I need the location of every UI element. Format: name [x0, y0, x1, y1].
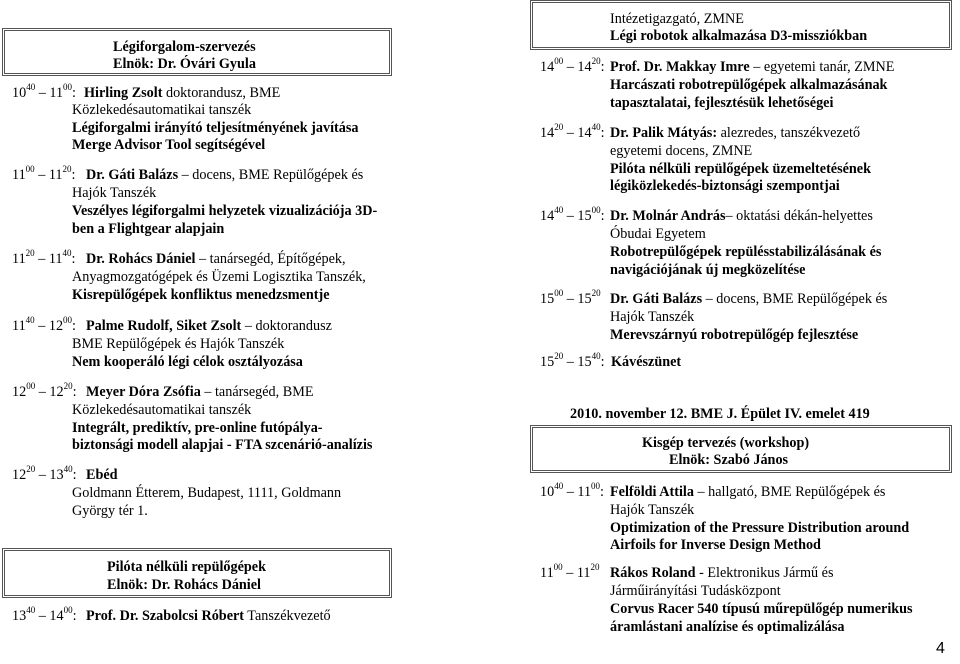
venue-line: György tér 1.: [72, 503, 148, 519]
talk-speaker-line: Dr. Rohács Dániel – tanársegéd, Építőgépek,: [86, 251, 346, 267]
talk-title: ben a Flightgear alapjain: [72, 221, 225, 237]
speaker-affiliation: Óbudai Egyetem: [610, 226, 706, 242]
speaker-name: Prof. Dr. Szabolcsi Róbert: [86, 608, 245, 624]
location-line: 2010. november 12. BME J. Épület IV. emelet 419: [570, 406, 870, 422]
talk-speaker-line: [84, 85, 280, 103]
talk-time: $14^{00} - 14^{20}$:: [540, 56, 605, 75]
break-label: Kávészünet: [611, 354, 682, 370]
speaker-affiliation: Hajók Tanszék: [610, 502, 695, 518]
talk-time: $15^{00} - 15^{20}$: [540, 288, 601, 307]
talk-time: $11^{00} - 11^{20}$: [540, 562, 600, 581]
talk-title: biztonsági modell alapjai - FTA szcenárió-analízis: [72, 437, 373, 453]
speaker-affiliation: BME Repülőgépek és Hajók Tanszék: [72, 336, 285, 352]
talk-speaker-line: Dr. Molnár András– oktatási dékán-helyettes: [610, 208, 873, 224]
talk-title: navigációjának új megközelítése: [610, 262, 806, 278]
talk-time: $12^{00} - 12^{20}$:: [12, 381, 77, 400]
speaker-name: Meyer Dóra Zsófia: [86, 384, 201, 400]
speaker-affiliation: Járműirányítási Tudásközpont: [610, 583, 781, 599]
speaker-name: Felföldi Attila: [610, 484, 694, 500]
talk-title: tapasztalatai, fejlesztésük lehetőségei: [610, 95, 834, 111]
talk-title: Légiforgalmi irányító teljesítményének javítása: [72, 120, 359, 136]
session-title: Kisgép tervezés (workshop): [642, 435, 810, 451]
venue-line: Goldmann Étterem, Budapest, 1111, Goldmann: [72, 485, 342, 501]
talk-title: Optimization of the Pressure Distribution around: [610, 520, 910, 536]
speaker-role: doktorandusz, BME: [162, 85, 281, 101]
session-title: Légiforgalom-szervezés: [113, 39, 256, 55]
speaker-name: Hirling Zsolt: [84, 85, 163, 101]
speaker-affiliation: Közlekedésautomatikai tanszék: [72, 102, 252, 118]
speaker-name: Dr. Rohács Dániel: [86, 251, 196, 267]
talk-title: Kisrepülőgépek konfliktus menedzsmentje: [72, 287, 330, 303]
speaker-name: Prof. Dr. Makkay Imre: [610, 59, 750, 75]
talk-time: $14^{40} - 15^{00}$:: [540, 205, 605, 224]
speaker-affiliation: Hajók Tanszék: [72, 185, 157, 201]
session-header-box-3: [530, 425, 952, 473]
talk-title: Merevszárnyú robotrepülőgép fejlesztése: [610, 327, 859, 343]
talk-speaker-line: Dr. Gáti Balázs – docens, BME Repülőgépek és: [610, 291, 888, 307]
talk-title: Corvus Racer 540 típusú műrepülőgép numerikus: [610, 601, 913, 617]
affiliation-line: Intézetigazgató, ZMNE: [610, 11, 744, 27]
talk-speaker-line: Dr. Palik Mátyás: alezredes, tanszékvezető: [610, 125, 861, 141]
speaker-name: Dr. Gáti Balázs: [610, 291, 703, 307]
speaker-affiliation: Hajók Tanszék: [610, 309, 695, 325]
talk-speaker-line: Meyer Dóra Zsófia – tanársegéd, BME: [86, 384, 314, 400]
talk-title: Integrált, prediktív, pre-online futópálya-: [72, 420, 323, 436]
talk-time: $11^{40} - 12^{00}$:: [12, 315, 76, 334]
speaker-name: Dr. Gáti Balázs: [86, 167, 179, 183]
talk-title: Veszélyes légiforgalmi helyzetek vizualizációja 3D-: [72, 203, 378, 219]
talk-speaker-line: Prof. Dr. Szabolcsi Róbert Tanszékvezető: [86, 608, 331, 624]
talk-time: $10^{40} - 11^{00}$:: [540, 481, 604, 500]
talk-speaker-line: Dr. Gáti Balázs – docens, BME Repülőgépek és: [86, 167, 364, 183]
talk-title: Nem kooperáló légi célok osztályozása: [72, 354, 303, 370]
talk-title: Airfoils for Inverse Design Method: [610, 537, 821, 553]
talk-speaker-line: Rákos Roland - Elektronikus Jármű és: [610, 565, 834, 581]
speaker-name: Rákos Roland: [610, 565, 696, 581]
speaker-affiliation: egyetemi docens, ZMNE: [610, 143, 753, 159]
speaker-name: Dr. Palik Mátyás:: [610, 125, 718, 141]
talk-title: légiközlekedés-biztonsági szempontjai: [610, 178, 840, 194]
talk-time: $14^{20} - 14^{40}$:: [540, 122, 605, 141]
speaker-affiliation: Anyagmozgatógépek és Üzemi Logisztika Tanszék,: [72, 269, 366, 285]
talk-speaker-line: Felföldi Attila – hallgató, BME Repülőgépek és: [610, 484, 886, 500]
talk-time: $13^{40} - 14^{00}$:: [12, 605, 77, 624]
session-chair: Elnök: Dr. Rohács Dániel: [107, 577, 261, 593]
speaker-name: Palme Rudolf, Siket Zsolt: [86, 318, 242, 334]
talk-time: $15^{20} - 15^{40}$:: [540, 351, 605, 370]
talk-title: áramlástani analízise és optimalizálása: [610, 619, 845, 635]
talk-time: $10^{40} - 11^{00}$:: [12, 82, 76, 101]
talk-title: Merge Advisor Tool segítségével: [72, 137, 266, 153]
talk-title: Légi robotok alkalmazása D3-missziókban: [610, 28, 868, 44]
talk-title: Pilóta nélküli repülőgépek üzemeltetésének: [610, 161, 871, 177]
speaker-affiliation: Közlekedésautomatikai tanszék: [72, 402, 252, 418]
session-header-box-2: [2, 548, 392, 598]
talk-title: Harcászati robotrepülőgépek alkalmazásának: [610, 77, 888, 93]
talk-speaker-line: Prof. Dr. Makkay Imre – egyetemi tanár, ZMNE: [610, 59, 895, 75]
continuation-box: [530, 0, 952, 50]
talk-time: $12^{20} - 13^{40}$:: [12, 464, 77, 483]
session-title: Pilóta nélküli repülőgépek: [107, 559, 266, 575]
talk-time: $11^{00} - 11^{20}$:: [12, 164, 76, 183]
talk-title: Robotrepülőgépek repülésstabilizálásának és: [610, 244, 882, 260]
talk-speaker-line: Palme Rudolf, Siket Zsolt – doktorandusz: [86, 318, 332, 334]
talk-time: $11^{20} - 11^{40}$:: [12, 248, 76, 267]
session-chair: Elnök: Szabó János: [669, 452, 789, 468]
session-chair: Elnök: Dr. Óvári Gyula: [113, 56, 256, 72]
session-header-box-1: [2, 28, 392, 76]
speaker-name: Dr. Molnár András: [610, 208, 726, 224]
page-number: 4: [936, 640, 945, 657]
break-label: Ebéd: [86, 467, 118, 483]
